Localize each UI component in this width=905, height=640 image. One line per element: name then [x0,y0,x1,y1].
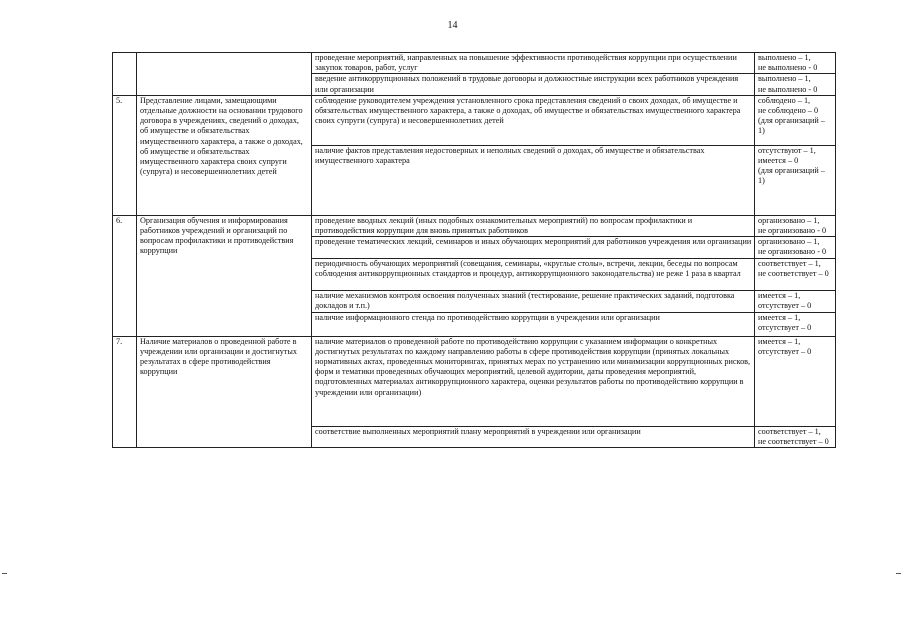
criterion-score: отсутствуют – 1, имеется – 0 (для организаций – 1) [755,145,836,215]
criterion-score: соблюдено – 1, не соблюдено – 0 (для организаций – 1) [755,95,836,145]
row-number [113,53,137,96]
page-number: 14 [447,20,458,31]
criterion-score: имеется – 1, отсутствует – 0 [755,312,836,336]
criteria-table [112,52,836,448]
criterion-text: наличие информационного стенда по противодействию коррупции в учреждении или организации [312,312,755,336]
table-row [113,215,836,236]
criterion-text: соответствие выполненных мероприятий плану мероприятий в учреждении или организации [312,426,755,447]
scan-mark-left [2,573,7,574]
criterion-text: наличие фактов представления недостоверных и неполных сведений о доходах, об имуществе и обязательствах имущественного характера [312,145,755,215]
table-row [113,95,836,145]
criterion-score: выполнено – 1, не выполнено - 0 [755,53,836,74]
table-row [113,336,836,426]
criterion-text: наличие механизмов контроля освоения полученных знаний (тестирование, решение практических заданий, подготовка докладов и т.п.) [312,290,755,312]
criterion-score: имеется – 1, отсутствует – 0 [755,336,836,426]
criterion-score: организовано – 1, не организовано - 0 [755,237,836,258]
criterion-text: введение антикоррупционных положений в трудовые договоры и должностные инструкции всех работников учреждения или организации [312,74,755,95]
criterion-score: имеется – 1, отсутствует – 0 [755,290,836,312]
scan-mark-right [896,573,901,574]
criterion-text: наличие материалов о проведенной работе по противодействию коррупции с указанием информации о конкретных достигнутых результатах по каждому направлению работы в сфере противодействия коррупции (принятых локальных нормативных актах, проведенных мониторингах, принятых мерах по устранению или минимизации коррупционных рисков, форм и тематики проведенных обучающих мероприятий, целевой аудитории, даты проведения мероприятий, подготовленных материалах антикоррупционного характера, оценки результатов работы по противодействию коррупции в учреждении или организации) [312,336,755,426]
row-number: 7. [113,336,137,447]
criterion-text: проведение вводных лекций (иных подобных ознакомительных мероприятий) по вопросам профилактики и противодействия коррупции для вновь принятых работников [312,215,755,236]
criterion-score: соответствует – 1, не соответствует – 0 [755,426,836,447]
indicator-name: Наличие материалов о проведенной работе в учреждении или организации и достигнутых результатах в сфере противодействия коррупции [137,336,312,447]
table-row [113,53,836,74]
criterion-score: организовано – 1, не организовано - 0 [755,215,836,236]
indicator-name: Представление лицами, замещающими отдельные должности на основании трудового договора в учреждениях, сведений о доходах, об имуществе и обязательствах имущественного характера, а также о доходах, об имуществе и обязательствах имущественного характера своих супруги (супруга) и несовершеннолетних детей [137,95,312,215]
row-number: 6. [113,215,137,336]
criterion-text: проведение мероприятий, направленных на повышение эффективности противодействия коррупции при осуществлении закупок товаров, работ, услуг [312,53,755,74]
indicator-name [137,53,312,96]
row-number: 5. [113,95,137,215]
criterion-text: соблюдение руководителем учреждения установленного срока представления сведений о своих доходах, об имуществе и обязательствах имущественного характера, а также о доходах, об имуществе и обязательствах имущественного характера своих супруги (супруга) и несовершеннолетних детей [312,95,755,145]
criterion-score: соответствует – 1, не соответствует – 0 [755,258,836,290]
criterion-text: проведение тематических лекций, семинаров и иных обучающих мероприятий для работников учреждения или организации [312,237,755,258]
indicator-name: Организация обучения и информирования работников учреждений и организаций по вопросам профилактики и противодействия коррупции [137,215,312,336]
criterion-text: периодичность обучающих мероприятий (совещания, семинары, «круглые столы», встречи, лекции, беседы по вопросам соблюдения антикоррупционных стандартов и процедур, антикоррупционного законодательства) не реже 1 раза в квартал [312,258,755,290]
criterion-score: выполнено – 1, не выполнено - 0 [755,74,836,95]
